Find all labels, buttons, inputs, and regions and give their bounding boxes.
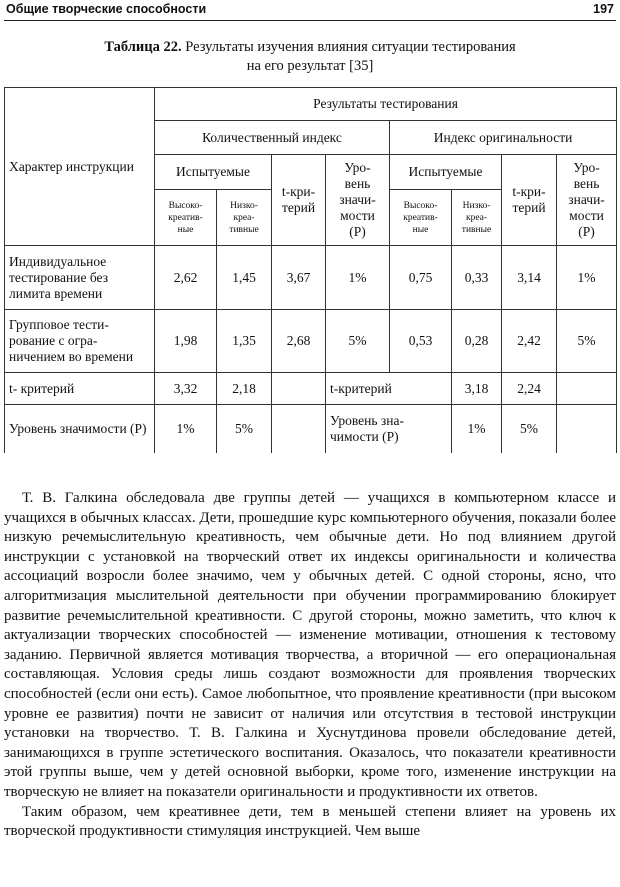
table-cell [557,405,617,453]
table-cell: 2,42 [502,310,557,373]
table-cell: 1,98 [155,310,217,373]
low-creative-header-orig: Низко- креа- тивные [452,190,502,246]
table-cell: 1% [452,405,502,453]
caption-title-line2: на его результат [35] [246,58,374,74]
row-label: Групповое тести-рование с огра-ничением во времени [5,310,155,373]
page-number: 197 [593,2,614,16]
tcrit-header-quant: t-кри- терий [272,155,326,246]
subjects-header-quant: Испытуемые [155,155,272,190]
table-cell: 2,18 [217,373,272,405]
results-table [4,87,617,453]
table-cell: 0,28 [452,310,502,373]
table-cell: 1,45 [217,246,272,310]
tcrit-header-orig: t-кри- терий [502,155,557,246]
table-row [5,373,617,405]
row-label: Индивидуальное тестирование без лимита времени [5,246,155,310]
table-cell: 1% [155,405,217,453]
table-cell: 0,53 [390,310,452,373]
table-cell [557,373,617,405]
row-label-2: Уровень зна-чимости (Р) [326,405,452,453]
table-cell: 2,62 [155,246,217,310]
table-cell: 3,18 [452,373,502,405]
caption-label: Таблица 22. [104,39,182,55]
table-cell: 5% [217,405,272,453]
table-cell [272,373,326,405]
high-creative-header-quant: Высоко- креатив- ные [155,190,217,246]
instruction-header: Характер инструкции [5,88,155,246]
table-cell: 1% [326,246,390,310]
paragraph-1: Т. В. Галкина обследовала две группы детей — учащихся в компьютерном классе и учащихся в обычных классах. Дети, прошедшие курс компьютерного обучения, показали более низкую речемыслительную креативность, чем обычные дети. Но под влиянием другой инструкции с установкой на творческий ответ их индексы оригинальности и количества ассоциаций возросли более значимо, чем у обычных детей. С одной стороны, ясно, что алгоритмизация мыслительной деятельности при обучении программированию блокирует развитие речемыслительной креативности. С другой стороны, можно заметить, что ключ к актуализации творческих способностей — изменение мотивации, отношения к тестовому заданию. Первичной является мотивация творчества, а вторичной — его операциональная составляющая. Условия среды лишь создают возможности для проявления творческих способностей (если они есть). Самое любопытное, что проявление креативности (при высоком уровне ее развития) почти не зависит от наличия или отсутствия в тестовой инструкции установки на творчество. Т. В. Галкина и Хуснутдинова провели обследование детей, занимающихся в группе эстетического воспитания. Оказалось, что показатели креативности этой группы выше, чем у детей основной выборки, кроме того, изменение инструкции на творческую не влияет на показатели оригинальности и продуктивности их ответов. [4,490,616,800]
row-label: t- критерий [5,373,155,405]
row-label-2: t-критерий [326,373,452,405]
table-cell: 0,75 [390,246,452,310]
quant-index-header: Количественный индекс [155,121,390,155]
running-title: Общие творческие способности [6,2,207,16]
orig-index-header: Индекс оригинальности [390,121,617,155]
table-cell: 5% [326,310,390,373]
table-cell: 1,35 [217,310,272,373]
table-cell: 1% [557,246,617,310]
level-header-quant: Уро- вень значи- мости (Р) [326,155,390,246]
table-cell: 3,32 [155,373,217,405]
table-cell: 2,24 [502,373,557,405]
table-cell [272,405,326,453]
level-header-orig: Уро- вень значи- мости (Р) [557,155,617,246]
high-creative-header-orig: Высоко- креатив- ные [390,190,452,246]
table-row [5,310,617,373]
table-cell: 0,33 [452,246,502,310]
table-cell: 3,67 [272,246,326,310]
results-header: Результаты тестирования [155,88,617,121]
table-row [5,246,617,310]
table-cell: 3,14 [502,246,557,310]
caption-title-line1: Результаты изучения влияния ситуации тестирования [181,39,516,55]
page-header [4,0,616,21]
table-cell: 2,68 [272,310,326,373]
subjects-header-orig: Испытуемые [390,155,502,190]
body-text [4,489,616,842]
table-row [5,405,617,453]
row-label: Уровень значимости (Р) [5,405,155,453]
table-caption [0,38,620,76]
table-cell: 5% [557,310,617,373]
low-creative-header-quant: Низко- креа- тивные [217,190,272,246]
table-cell: 5% [502,405,557,453]
paragraph-2: Таким образом, чем креативнее дети, тем в меньшей степени влияет на уровень их творческой продуктивности стимуляция инструкцией. Чем выше [4,803,616,840]
